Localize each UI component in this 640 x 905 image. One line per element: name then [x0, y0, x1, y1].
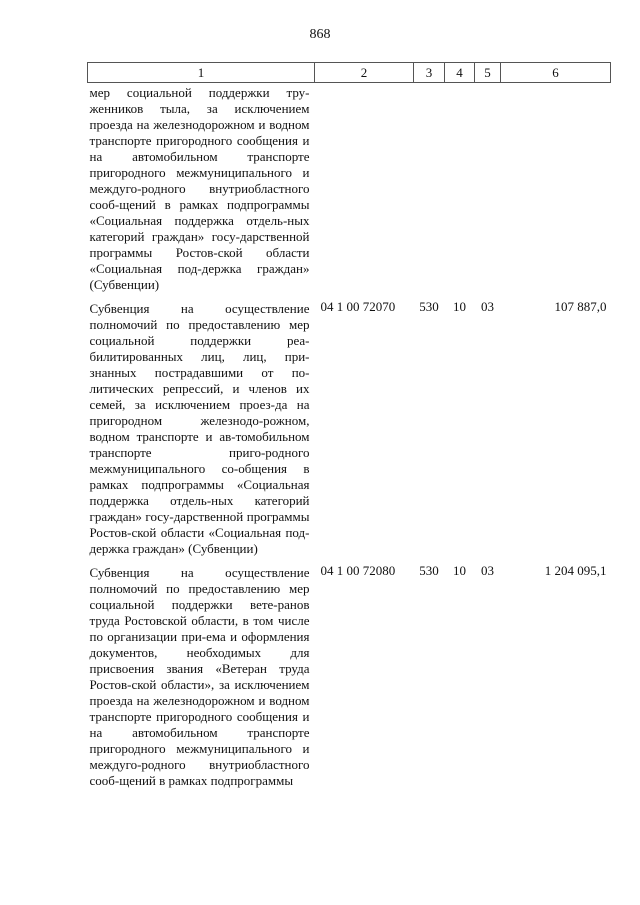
header-col-4: 4 [445, 63, 475, 83]
row-code: 04 1 00 72080 [320, 563, 396, 578]
row-amount [501, 83, 611, 300]
row-amount: 1 204 095,1 [544, 563, 607, 578]
row-description: мер социальной поддержки тру-женников тыла, за исключением проезда на железнодорожном и водном транспорте пригородного сообщения и на автомобильном транспорте пригородного межмуниципального и междуго-родного внутриобластного сооб-щений в рамках подпрограммы «Социальная поддержка отдель-ных категорий граждан» госу-дарственной программы Ростов-ской области «Социальная под-держка граждан» (Субвенции) [89, 85, 310, 292]
row-col-3: 530 [419, 299, 439, 314]
header-col-5: 5 [475, 63, 501, 83]
header-col-3: 3 [414, 63, 445, 83]
row-col-3 [414, 83, 445, 300]
row-col-4: 10 [453, 299, 466, 314]
budget-table [87, 62, 611, 795]
row-col-4 [445, 83, 475, 300]
row-col-5: 03 [481, 563, 494, 578]
table-row [88, 299, 611, 563]
row-description: Субвенция на осуществление полномочий по предоставлению мер социальной поддержки вете-ранов труда Ростовской области, в том числе по организации при-ема и оформления документов, необходимых для присвоения звания «Ветеран труда Ростов-ской области», за исключением проезда на железнодорожном и водном транспорте пригородного сообщения и на автомобильном транспорте пригородного межмуниципального и междуго-родного внутриобластного сооб-щений в рамках подпрограммы [89, 565, 310, 788]
header-col-6: 6 [501, 63, 611, 83]
row-col-5 [475, 83, 501, 300]
table-row [88, 563, 611, 795]
table-header-row [88, 63, 611, 83]
row-code: 04 1 00 72070 [320, 299, 396, 314]
row-code [315, 83, 414, 300]
table-row [88, 83, 611, 300]
row-col-5: 03 [481, 299, 494, 314]
row-col-4: 10 [453, 563, 466, 578]
row-description: Субвенция на осуществление полномочий по предоставлению мер социальной поддержки реа-билитированных лиц, лиц, при-знанных пострадавшими от по-литических репрессий, и членов их семей, за исключением проез-да на пригородном железнодо-рожном, водном транспорте и ав-томобильном транспорте приго-родного межмуниципального со-общения в рамках подпрограммы «Социальная поддержка отдель-ных категорий граждан» госу-дарственной программы Ростов-ской области «Социальная под-держка граждан» (Субвенции) [89, 301, 310, 556]
row-col-3: 530 [419, 563, 439, 578]
page-number: 868 [309, 27, 331, 42]
header-col-1: 1 [88, 63, 315, 83]
row-amount: 107 887,0 [554, 299, 607, 314]
header-col-2: 2 [315, 63, 414, 83]
